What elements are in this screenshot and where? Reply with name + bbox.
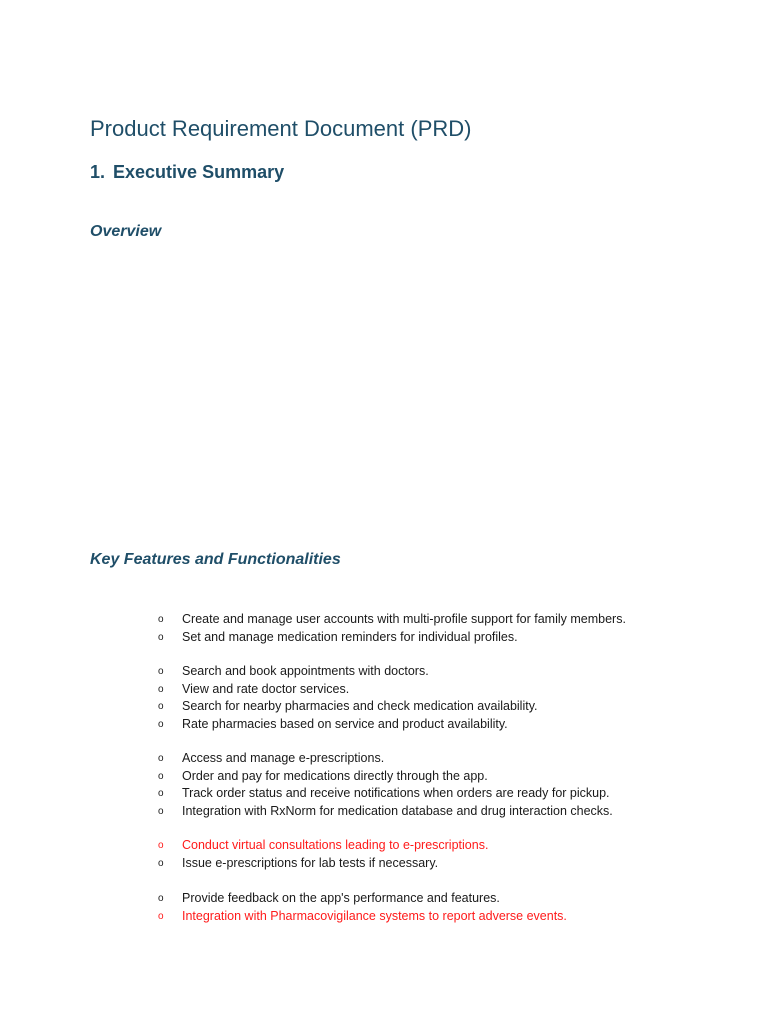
list-item xyxy=(156,698,538,716)
hollow-bullet-icon: o xyxy=(158,631,164,643)
hollow-bullet-icon: o xyxy=(158,701,164,712)
hollow-bullet-icon: o xyxy=(158,840,164,851)
list-item xyxy=(156,716,538,734)
feature-group xyxy=(156,890,567,925)
hollow-bullet-icon: o xyxy=(158,805,164,817)
list-item xyxy=(156,681,538,699)
hollow-bullet-icon: o xyxy=(158,753,164,764)
hollow-bullet-icon: o xyxy=(158,893,164,904)
list-item-text: View and rate doctor services. xyxy=(182,681,350,696)
list-item xyxy=(156,803,613,821)
key-features-heading: Key Features and Functionalities xyxy=(90,551,341,568)
section-number: 1. xyxy=(90,162,106,182)
list-item xyxy=(156,629,626,647)
hollow-bullet-icon: o xyxy=(158,788,164,799)
list-item xyxy=(156,785,613,803)
list-item xyxy=(156,663,538,681)
overview-heading: Overview xyxy=(90,223,162,240)
section-title: Executive Summary xyxy=(113,162,285,182)
list-item-text: Conduct virtual consultations leading to e-prescriptions. xyxy=(182,838,489,852)
hollow-bullet-icon: o xyxy=(158,666,164,677)
hollow-bullet-icon: o xyxy=(158,770,164,782)
feature-group xyxy=(156,750,613,820)
list-item-text: Order and pay for medications directly through the app. xyxy=(182,768,488,783)
list-item-text: Integration with RxNorm for medication database and drug interaction checks. xyxy=(182,803,613,818)
feature-group xyxy=(156,611,626,646)
list-item xyxy=(156,908,567,926)
feature-group xyxy=(156,837,488,872)
list-item-text: Search for nearby pharmacies and check medication availability. xyxy=(182,699,538,713)
hollow-bullet-icon: o xyxy=(158,910,164,922)
list-item-text: Integration with Pharmacovigilance systems to report adverse events. xyxy=(182,908,567,923)
list-item-text: Issue e-prescriptions for lab tests if necessary. xyxy=(182,855,439,870)
list-item xyxy=(156,750,613,768)
list-item-text: Create and manage user accounts with multi-profile support for family members. xyxy=(182,612,626,626)
list-item-text: Track order status and receive notifications when orders are ready for pickup. xyxy=(182,786,610,800)
list-item xyxy=(156,837,488,855)
hollow-bullet-icon: o xyxy=(158,857,164,869)
section-heading xyxy=(90,162,284,183)
list-item xyxy=(156,768,613,786)
list-item xyxy=(156,890,567,908)
list-item xyxy=(156,855,488,873)
list-item-text: Search and book appointments with doctors. xyxy=(182,664,429,678)
hollow-bullet-icon: o xyxy=(158,718,164,730)
list-item-text: Provide feedback on the app's performance and features. xyxy=(182,891,500,905)
feature-group xyxy=(156,663,538,733)
hollow-bullet-icon: o xyxy=(158,683,164,695)
list-item-text: Rate pharmacies based on service and product availability. xyxy=(182,716,508,731)
list-item-text: Access and manage e-prescriptions. xyxy=(182,751,385,765)
list-item-text: Set and manage medication reminders for individual profiles. xyxy=(182,629,518,644)
document-title: Product Requirement Document (PRD) xyxy=(90,116,472,141)
hollow-bullet-icon: o xyxy=(158,614,164,625)
list-item xyxy=(156,611,626,629)
